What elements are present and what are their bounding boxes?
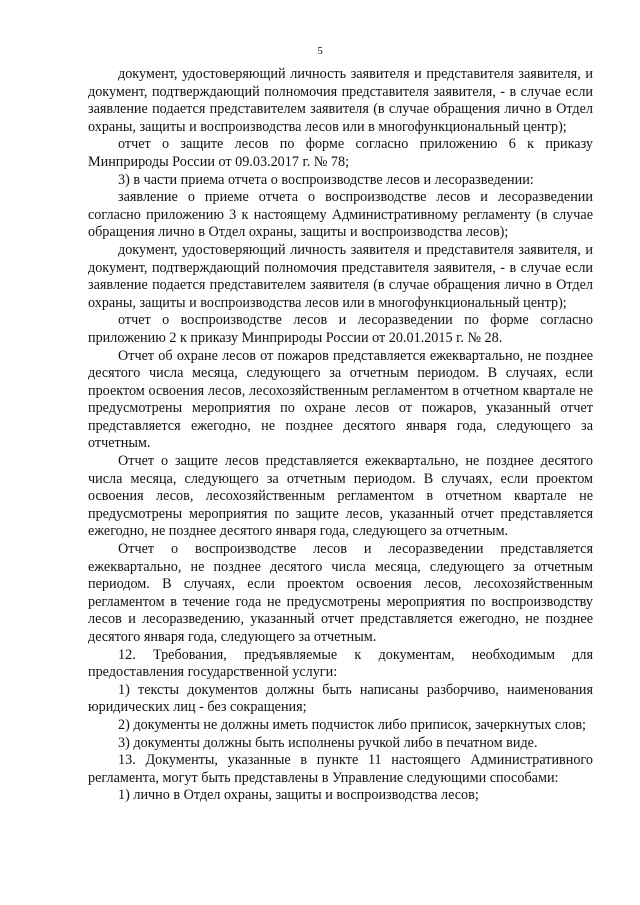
document-body (88, 66, 593, 805)
paragraph-reproduction-application: заявление о приеме отчета о воспроизводстве лесов и лесоразведении согласно приложению 3 к настоящему Административному регламенту (в случае обращения лично в Отдел охраны, защиты и воспроизводства лесов); (88, 189, 593, 241)
paragraph-reproduction-report-heading: 3) в части приема отчета о воспроизводстве лесов и лесоразведении: (118, 171, 534, 188)
paragraph-section-12-requirements: 12. Требования, предъявляемые к документам, необходимым для предоставления государственной услуги: (88, 646, 593, 681)
paragraph-applicant-documents-2: документ, удостоверяющий личность заявителя и представителя заявителя, и документ, подтверждающий полномочия представителя заявителя, - в случае если заявление подается представителем заявителя (в случае обращения лично в Отдел охраны, защиты и воспроизводства лесов или в многофункциональный центр); (88, 241, 593, 311)
paragraph-forest-protection-report: отчет о защите лесов по форме согласно приложению 6 к приказу Минприроды России от 09.03.2017 г. № 78; (88, 136, 593, 170)
paragraph-fire-protection-deadline: Отчет об охране лесов от пожаров представляется ежеквартально, не позднее десятого числа месяца, следующего за отчетным периодом. В случаях, если проектом освоения лесов, лесохозяйственным регламентом в отчетном квартале не предусмотрены мероприятия по охране лесов от пожаров, указанный отчет представляется ежегодно, не позднее десятого января года, следующего за отчетным. (88, 347, 593, 452)
paragraph-requirement-1: 1) тексты документов должны быть написаны разборчиво, наименования юридических лиц - без сокращения; (88, 681, 593, 716)
paragraph-forest-protection-deadline: Отчет о защите лесов представляется ежеквартально, не позднее десятого числа месяца, следующего за отчетным периодом. В случаях, если проектом освоения лесов, лесохозяйственным регламентом в отчетном квартале не предусмотрены мероприятия по защите лесов, указанный отчет представляется ежегодно, не позднее десятого января года, следующего за отчетным. (88, 453, 593, 540)
paragraph-reproduction-deadline: Отчет о воспроизводстве лесов и лесоразведении представляется ежеквартально, не позднее десятого числа месяца, следующего за отчетным периодом. В случаях, если проектом освоения лесов, лесохозяйственным регламентом в течение года не предусмотрены мероприятия по воспроизводству лесов и лесоразведению, указанный отчет представляется ежегодно, не позднее десятого января года, следующего за отчетным. (88, 541, 593, 645)
paragraph-requirement-2: 2) документы не должны иметь подчисток либо приписок, зачеркнутых слов; (118, 716, 586, 733)
paragraph-submission-method-1: 1) лично в Отдел охраны, защиты и воспроизводства лесов; (118, 787, 479, 804)
paragraph-applicant-documents-1: документ, удостоверяющий личность заявителя и представителя заявителя, и документ, подтверждающий полномочия представителя заявителя, - в случае если заявление подается представителем заявителя (в случае обращения лично в Отдел охраны, защиты и воспроизводства лесов или в многофункциональный центр); (88, 66, 593, 135)
page-number: 5 (317, 45, 323, 57)
paragraph-section-13-submission: 13. Документы, указанные в пункте 11 настоящего Административного регламента, могут быть представлены в Управление следующими способами: (88, 752, 593, 786)
paragraph-requirement-3: 3) документы должны быть исполнены ручкой либо в печатном виде. (118, 734, 538, 751)
paragraph-reproduction-report-form: отчет о воспроизводстве лесов и лесоразведении по форме согласно приложению 2 к приказу Минприроды России от 20.01.2015 г. № 28. (88, 312, 593, 346)
